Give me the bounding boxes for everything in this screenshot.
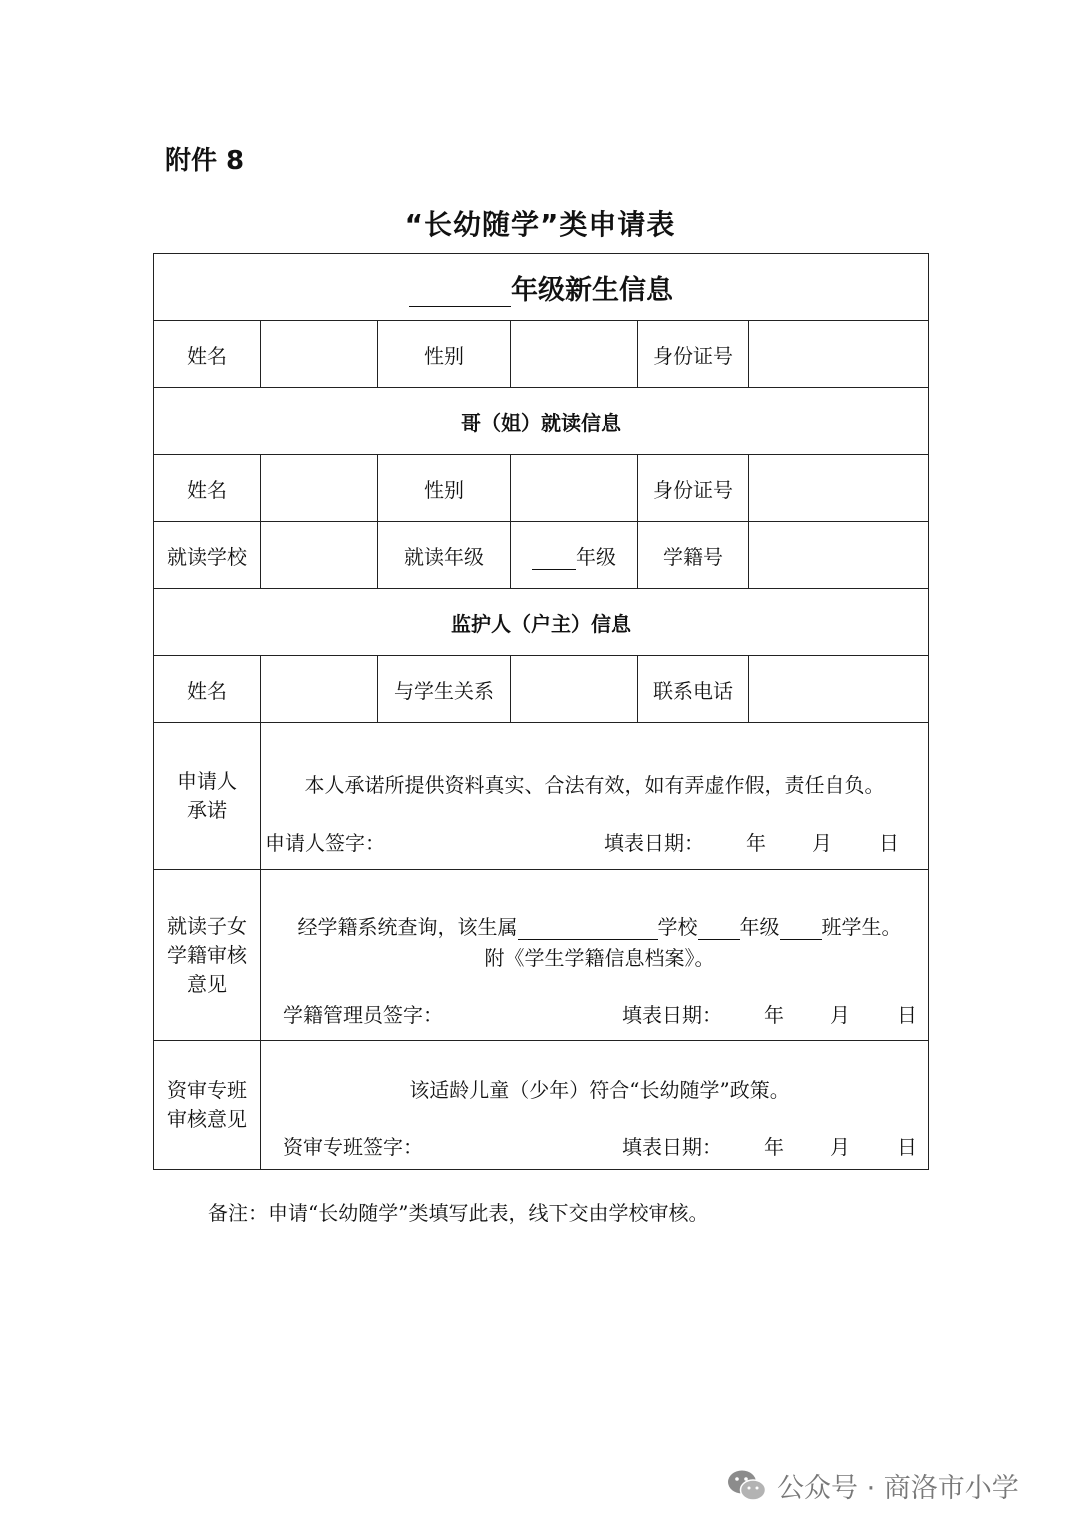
registry-signature-label[interactable]: 学籍管理员签字： [283, 1003, 443, 1027]
label-gender: 性别 [378, 455, 511, 522]
pledge-label-line: 承诺 [187, 798, 227, 822]
registry-label-line: 意见 [187, 971, 227, 996]
watermark [727, 1466, 1019, 1505]
section-row-sibling [154, 388, 929, 455]
label-name: 姓名 [154, 455, 261, 522]
sibling-grade-field[interactable] [511, 522, 638, 589]
section-header-new-student [154, 254, 929, 321]
watermark-text: 公众号 · 商洛市小学 [777, 1473, 1019, 1504]
pledge-date-label: 填表日期： [604, 831, 704, 855]
pledge-label [154, 723, 261, 870]
label-student-number: 学籍号 [638, 522, 749, 589]
registry-day: 日 [897, 1003, 917, 1027]
registry-text-line [271, 911, 928, 940]
registry-text-c: 年级 [739, 915, 780, 939]
grade-blank[interactable] [532, 547, 576, 570]
class-blank[interactable] [780, 917, 822, 940]
label-school: 就读学校 [154, 522, 261, 589]
label-grade: 就读年级 [378, 522, 511, 589]
pledge-month: 月 [812, 831, 832, 855]
review-label-line: 审核意见 [167, 1107, 247, 1131]
table-row [154, 522, 929, 589]
section-row-new-student [154, 254, 929, 321]
registry-text-d: 班学生。 [821, 915, 902, 939]
table-row [154, 455, 929, 522]
pledge-text: 本人承诺所提供资料真实、合法有效，如有弄虚作假，责任自负。 [304, 773, 885, 797]
registry-month: 月 [830, 1003, 850, 1027]
registry-label [154, 870, 261, 1041]
review-day: 日 [897, 1134, 917, 1159]
registry-text-b: 学校 [657, 915, 698, 939]
table-row [154, 656, 929, 723]
review-row [154, 1041, 929, 1170]
sibling-school-field[interactable] [261, 522, 378, 589]
new-student-gender-field[interactable] [511, 321, 638, 388]
section-row-guardian [154, 589, 929, 656]
label-id-number: 身份证号 [638, 321, 749, 388]
registry-text-line2: 附《学生学籍信息档案》。 [484, 946, 715, 970]
registry-content [261, 870, 929, 1041]
wechat-icon [727, 1469, 767, 1503]
registry-date-label: 填表日期： [622, 1003, 722, 1027]
review-content [261, 1041, 929, 1170]
review-month: 月 [830, 1134, 850, 1159]
grade-suffix: 年级 [576, 544, 616, 569]
guardian-relation-field[interactable] [511, 656, 638, 723]
attachment-number: 附件 8 [165, 146, 245, 176]
label-id-number: 身份证号 [638, 455, 749, 522]
review-signature-label[interactable]: 资审专班签字： [283, 1134, 423, 1159]
registry-text-a: 经学籍系统查询，该生属 [297, 915, 518, 939]
new-student-name-field[interactable] [261, 321, 378, 388]
label-phone: 联系电话 [638, 656, 749, 723]
registry-label-line: 就读子女 [167, 913, 247, 938]
section-title: 年级新生信息 [511, 274, 674, 306]
sibling-gender-field[interactable] [511, 455, 638, 522]
pledge-signature-label[interactable]: 申请人签字： [265, 831, 385, 855]
review-year: 年 [764, 1134, 784, 1159]
guardian-phone-field[interactable] [749, 656, 929, 723]
guardian-name-field[interactable] [261, 656, 378, 723]
table-row [154, 321, 929, 388]
section-header-guardian: 监护人（户主）信息 [154, 589, 929, 656]
review-text: 该适龄儿童（少年）符合“长幼随学”政策。 [409, 1077, 790, 1102]
label-gender: 性别 [378, 321, 511, 388]
registry-signature-row [271, 999, 928, 1027]
application-form-table [153, 253, 929, 1170]
label-relation: 与学生关系 [378, 656, 511, 723]
grade-blank[interactable] [698, 917, 740, 940]
school-blank[interactable] [518, 917, 658, 940]
sibling-name-field[interactable] [261, 455, 378, 522]
form-note: 备注：申请“长幼随学”类填写此表，线下交由学校审核。 [208, 1201, 709, 1225]
pledge-day: 日 [879, 831, 899, 855]
registry-label-line: 学籍审核 [167, 942, 247, 967]
pledge-signature-row [261, 827, 928, 855]
registry-row [154, 870, 929, 1041]
form-title: “长幼随学”类申请表 [404, 208, 676, 241]
grade-blank[interactable] [409, 276, 511, 307]
label-name: 姓名 [154, 656, 261, 723]
sibling-id-field[interactable] [749, 455, 929, 522]
section-header-sibling: 哥（姐）就读信息 [154, 388, 929, 455]
sibling-student-number-field[interactable] [749, 522, 929, 589]
pledge-year: 年 [746, 831, 766, 855]
new-student-id-field[interactable] [749, 321, 929, 388]
label-name: 姓名 [154, 321, 261, 388]
review-label [154, 1041, 261, 1170]
registry-year: 年 [764, 1003, 784, 1027]
pledge-label-line: 申请人 [177, 769, 237, 793]
review-date-label: 填表日期： [622, 1134, 722, 1159]
review-label-line: 资审专班 [167, 1078, 247, 1102]
pledge-row [154, 723, 929, 870]
review-signature-row [271, 1131, 928, 1159]
pledge-content [261, 723, 929, 870]
